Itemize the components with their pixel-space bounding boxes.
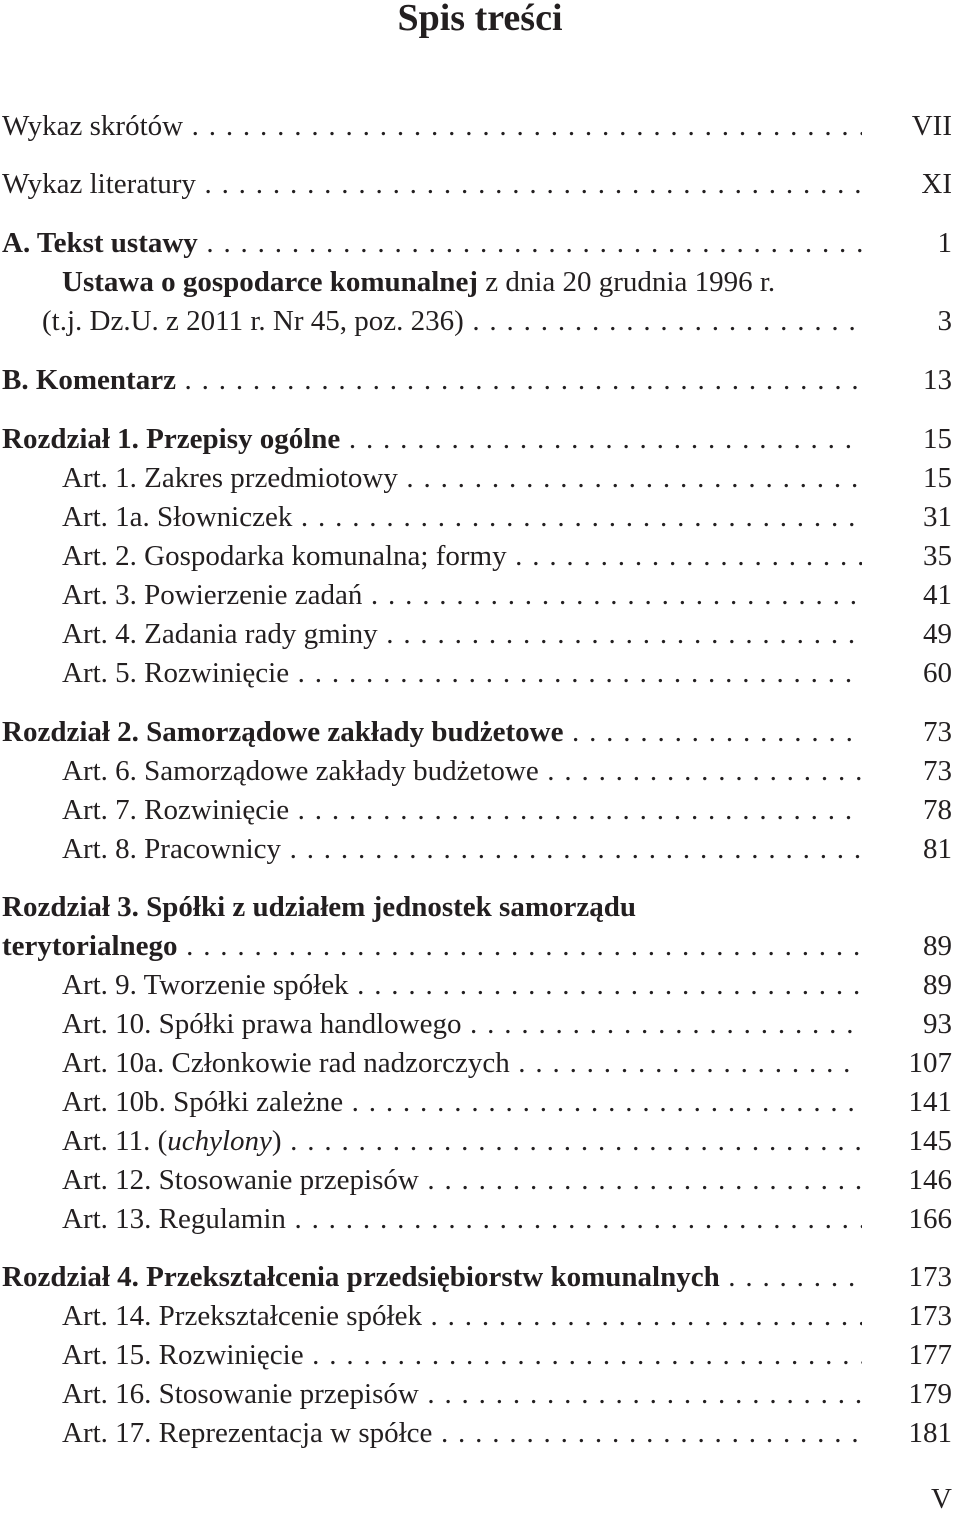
toc-entry[interactable]: [0, 1006, 960, 1042]
toc-page-number: 60: [923, 657, 952, 689]
toc-page-number: 78: [923, 794, 952, 826]
toc-page-number: 141: [908, 1086, 952, 1118]
toc-entry[interactable]: [0, 753, 960, 789]
toc-entry-label: Art. 13. Regulamin . . .: [62, 1201, 862, 1237]
toc-entry-label: Art. 10a. Członkowie rad nadzorczych . . .: [62, 1045, 862, 1081]
toc-entry[interactable]: [0, 1045, 960, 1081]
toc-entry-label: Art. 2. Gospodarka komunalna; formy . . .: [62, 538, 862, 574]
toc-chapter-heading-cont: terytorialnego: [2, 930, 178, 962]
toc-entry-label: [2, 889, 636, 925]
toc-entry: [0, 264, 960, 300]
toc-entry[interactable]: [0, 831, 960, 867]
toc-entry[interactable]: [0, 1084, 960, 1120]
toc-entry[interactable]: [0, 1162, 960, 1198]
toc-entry-label: [2, 928, 862, 964]
toc-entry[interactable]: [0, 1201, 960, 1237]
toc-entry-label: Art. 5. Rozwinięcie . . .: [62, 655, 862, 691]
toc-page-number: 13: [923, 364, 952, 396]
toc-page-number: 177: [908, 1339, 952, 1371]
toc-page-number: 3: [937, 305, 952, 337]
toc-entry[interactable]: [0, 303, 960, 339]
toc-page-number: 173: [908, 1261, 952, 1293]
toc-entry[interactable]: [0, 714, 960, 750]
toc-act-title: Ustawa o gospodarce komunalnej: [62, 266, 478, 298]
toc-entry-label: Art. 6. Samorządowe zakłady budżetowe . . .: [62, 753, 862, 789]
toc-page-number: 1: [937, 227, 952, 259]
toc-entry-label: Wykaz literatury . . .: [2, 166, 862, 202]
toc-page-number: 107: [908, 1047, 952, 1079]
toc-page-number: 93: [923, 1008, 952, 1040]
toc-entry-label: Art. 3. Powierzenie zadań . . .: [62, 577, 862, 613]
toc-entry-label: [2, 362, 862, 398]
toc-entry[interactable]: [0, 538, 960, 574]
toc-section-heading: A. Tekst ustawy: [2, 227, 198, 259]
toc-entry[interactable]: [0, 499, 960, 535]
toc-entry-label: Art. 17. Reprezentacja w spółce . . .: [62, 1415, 862, 1451]
toc-page-number: 15: [923, 423, 952, 455]
toc-page-number: 81: [923, 833, 952, 865]
toc-page-number: XI: [921, 168, 952, 200]
toc-entry[interactable]: [0, 1415, 960, 1451]
toc-entry-label: [2, 421, 862, 457]
toc-entry-label: Art. 8. Pracownicy . . .: [62, 831, 862, 867]
toc-entry-label: [62, 264, 775, 300]
toc-page-number: 41: [923, 579, 952, 611]
toc-page-number: 73: [923, 755, 952, 787]
toc-chapter-heading: Rozdział 2. Samorządowe zakłady budżetowe: [2, 716, 564, 748]
page-title: Spis treści: [397, 0, 563, 39]
toc-entry-label: Art. 15. Rozwinięcie . . .: [62, 1337, 862, 1373]
toc-entry[interactable]: [0, 1259, 960, 1295]
toc-entry[interactable]: [0, 225, 960, 261]
toc-entry[interactable]: [0, 1298, 960, 1334]
toc-entry-label: Wykaz skrótów . . .: [2, 108, 862, 144]
toc-chapter-heading: Rozdział 1. Przepisy ogólne: [2, 423, 341, 455]
toc-page-number: 73: [923, 716, 952, 748]
toc-page-number: 89: [923, 969, 952, 1001]
toc-section-heading: B. Komentarz: [2, 364, 176, 396]
toc-page-number: 35: [923, 540, 952, 572]
toc-entry-label: Art. 12. Stosowanie przepisów . . .: [62, 1162, 862, 1198]
toc-label-prefix: Art. 11. (: [62, 1125, 168, 1157]
page-folio: V: [931, 1483, 952, 1515]
toc-entry[interactable]: [0, 928, 960, 964]
toc-entry[interactable]: [0, 577, 960, 613]
toc-entry[interactable]: [0, 967, 960, 1003]
toc-entry-label: [2, 225, 862, 261]
toc-entry-label: Art. 7. Rozwinięcie . . .: [62, 792, 862, 828]
toc-entry-label: Art. 14. Przekształcenie spółek . . .: [62, 1298, 862, 1334]
toc-entry: [0, 889, 960, 925]
toc-entry[interactable]: [0, 460, 960, 496]
toc-entry[interactable]: [0, 1376, 960, 1412]
toc-page-number: 173: [908, 1300, 952, 1332]
toc-label-italic: uchylony: [167, 1125, 272, 1157]
toc-page-number: 166: [908, 1203, 952, 1235]
toc-entry[interactable]: [0, 166, 960, 202]
toc-entry[interactable]: [0, 1123, 960, 1159]
toc-entry[interactable]: [0, 421, 960, 457]
toc-act-date: z dnia 20 grudnia 1996 r.: [477, 266, 776, 298]
toc-entry-label: Art. 10. Spółki prawa handlowego . . .: [62, 1006, 862, 1042]
toc-entry[interactable]: [0, 655, 960, 691]
toc-entry-label: Art. 4. Zadania rady gminy . . .: [62, 616, 862, 652]
toc-entry-label: [62, 1123, 862, 1159]
toc-page-number: 49: [923, 618, 952, 650]
toc-chapter-heading: Rozdział 4. Przekształcenia przedsiębiorstw komunalnych: [2, 1261, 720, 1293]
toc-label-suffix: ): [271, 1125, 282, 1157]
toc-entry[interactable]: [0, 1337, 960, 1373]
toc-page-number: 145: [908, 1125, 952, 1157]
toc-entry[interactable]: [0, 792, 960, 828]
toc-entry-label: Art. 1. Zakres przedmiotowy . . .: [62, 460, 862, 496]
toc-page-number: VII: [911, 110, 952, 142]
toc-chapter-heading: Rozdział 3. Spółki z udziałem jednostek samorządu: [2, 891, 636, 923]
toc-page-number: 179: [908, 1378, 952, 1410]
toc-page-number: 31: [923, 501, 952, 533]
toc-entry-label: [2, 714, 862, 750]
toc-entry-label: Art. 10b. Spółki zależne . . .: [62, 1084, 862, 1120]
toc-page-number: 146: [908, 1164, 952, 1196]
toc-entry-label: [2, 1259, 862, 1295]
toc-entry-label: (t.j. Dz.U. z 2011 r. Nr 45, poz. 236) . . .: [42, 303, 862, 339]
toc-entry[interactable]: [0, 362, 960, 398]
toc-page-number: 181: [908, 1417, 952, 1449]
toc-entry[interactable]: [0, 616, 960, 652]
toc-entry-label: Art. 9. Tworzenie spółek . . .: [62, 967, 862, 1003]
toc-page-number: 15: [923, 462, 952, 494]
toc-entry[interactable]: [0, 108, 960, 144]
toc-entry-label: Art. 1a. Słowniczek . . .: [62, 499, 862, 535]
toc-entry-label: Art. 16. Stosowanie przepisów . . .: [62, 1376, 862, 1412]
toc-page-number: 89: [923, 930, 952, 962]
